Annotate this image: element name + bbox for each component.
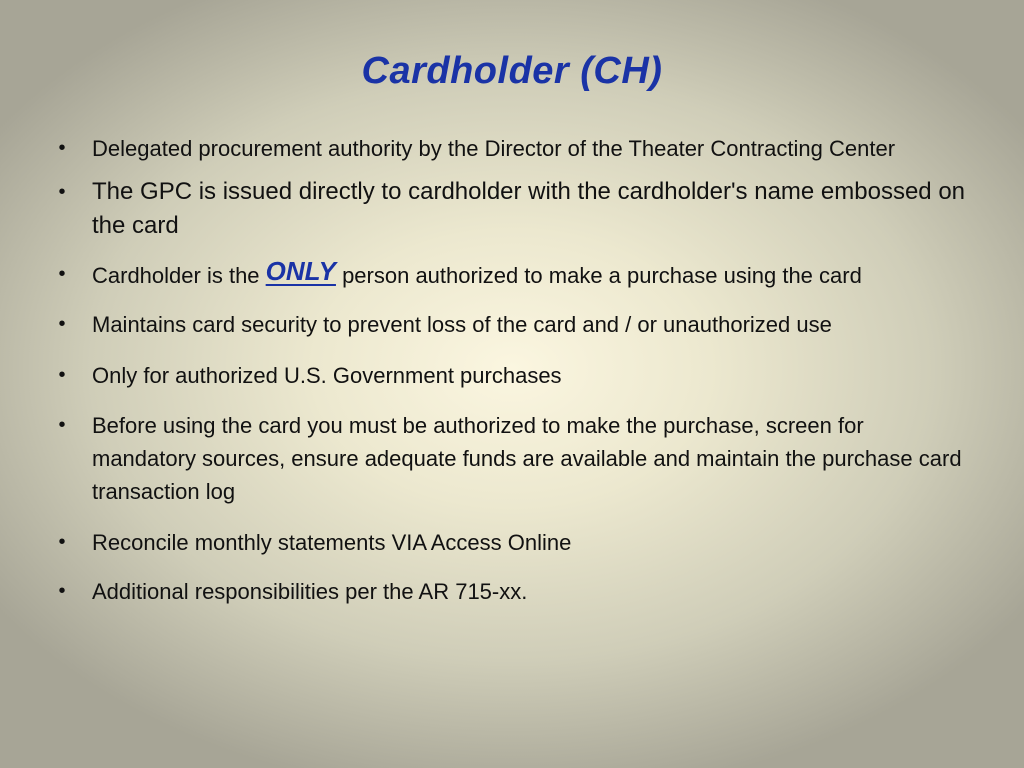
bullet-text: Delegated procurement authority by the Director of the Theater Contracting Center [92, 136, 896, 161]
bullet-text-after: person authorized to make a purchase using the card [335, 263, 862, 288]
bullet-item-only-person [52, 258, 972, 292]
bullet-text: Reconcile monthly statements VIA Access Online [92, 530, 572, 555]
bullet-dot-icon: • [58, 364, 66, 386]
bullet-text: Before using the card you must be authorized to make the purchase, screen for mandatory sources, ensure adequate funds are available and maintain the purchase card transaction log [92, 413, 962, 504]
bullet-item-card-security [52, 308, 972, 341]
bullet-dot-icon: • [58, 531, 66, 553]
bullet-item-reconcile [52, 526, 972, 559]
bullet-list [52, 132, 972, 608]
bullet-text: Only for authorized U.S. Government purchases [92, 363, 562, 388]
bullet-item-authorized-purchases [52, 359, 972, 392]
bullet-text-before: Cardholder is the [92, 263, 266, 288]
bullet-item-additional [52, 575, 972, 608]
slide-title: Cardholder (CH) [361, 50, 663, 92]
bullet-dot-icon: • [58, 313, 66, 335]
bullet-dot-icon: • [58, 137, 66, 159]
bullet-item-delegated-authority [52, 132, 972, 165]
bullet-item-gpc-issued [52, 175, 972, 243]
bullet-text: Additional responsibilities per the AR 715-xx. [92, 579, 528, 604]
bullet-item-before-using [52, 409, 972, 508]
bullet-dot-icon: • [58, 580, 66, 602]
bullet-text: The GPC is issued directly to cardholder with the cardholder's name embossed on the card [92, 178, 966, 239]
emphasis-only: ONLY [265, 256, 336, 286]
bullet-text: Maintains card security to prevent loss of the card and / or unauthorized use [92, 312, 832, 337]
bullet-dot-icon: • [58, 181, 66, 203]
bullet-dot-icon: • [58, 263, 66, 285]
bullet-dot-icon: • [58, 414, 66, 436]
